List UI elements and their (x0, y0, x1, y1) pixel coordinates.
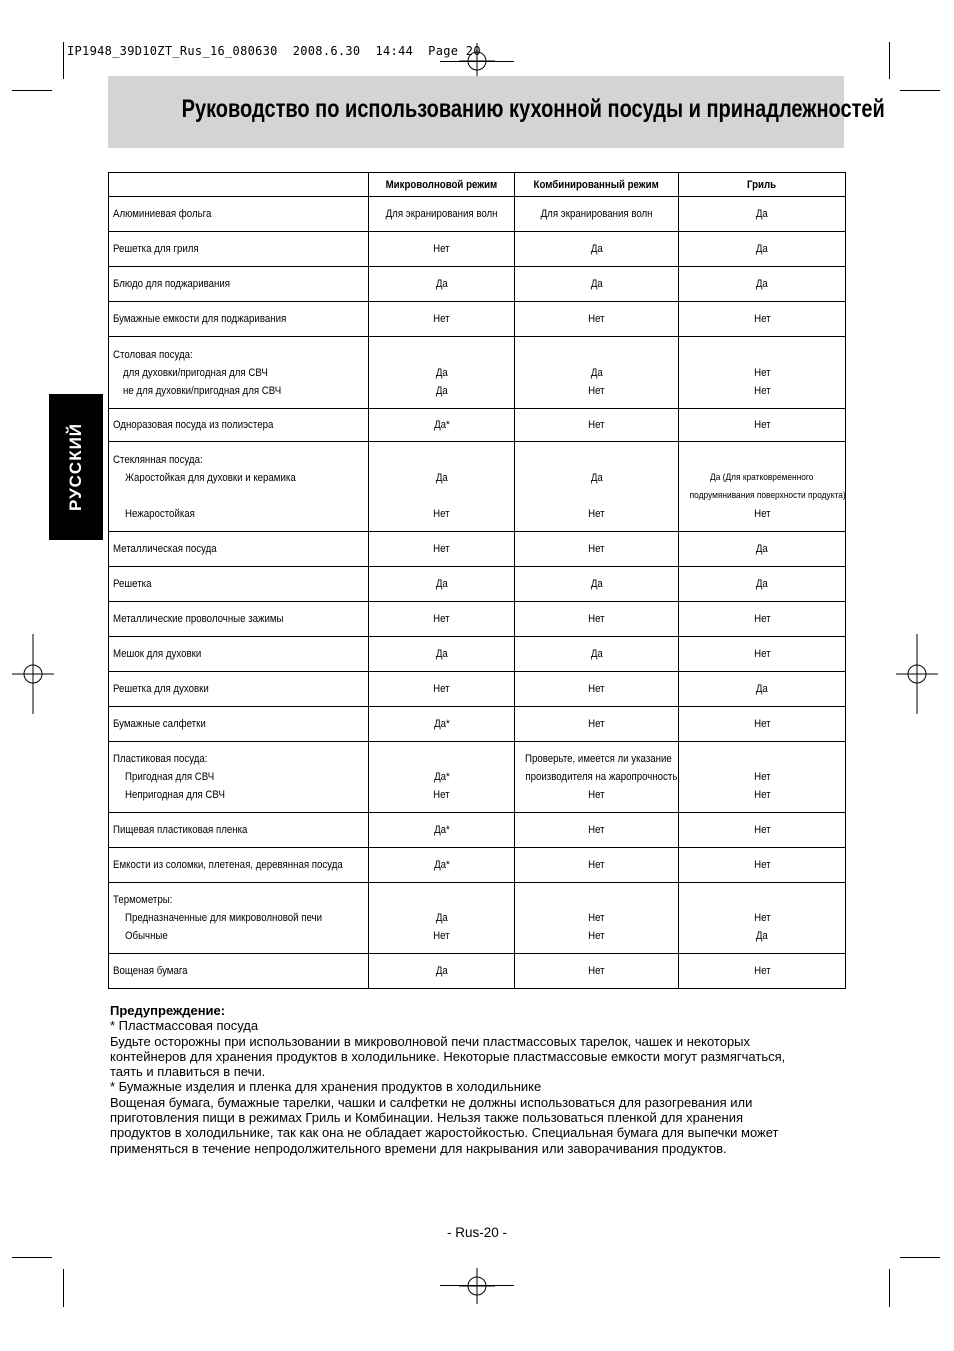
micro-cell (369, 532, 515, 567)
micro-cell (369, 848, 515, 883)
micro-cell (369, 302, 515, 337)
cell-text: Да (435, 384, 448, 397)
table-row (109, 532, 846, 567)
combo-cell (515, 883, 679, 954)
cell-text (369, 346, 514, 364)
cell-text: Нет (588, 824, 605, 836)
item-cell (109, 672, 369, 707)
table-row (109, 197, 846, 232)
cell-text: Нет (588, 507, 605, 520)
registration-mark-icon (896, 634, 938, 714)
grill-cell (679, 409, 846, 442)
item-cell (109, 567, 369, 602)
micro-cell (369, 337, 515, 409)
cell-text (679, 891, 845, 909)
grill-cell (679, 197, 846, 232)
cell-text: Пластиковая посуда: (113, 753, 208, 765)
warning-line: приготовления пищи в режимах Гриль и Комбинации. Нельзя также пользоваться пленкой для хранения (110, 1110, 744, 1126)
grill-cell (679, 672, 846, 707)
combo-cell (515, 637, 679, 672)
cell-text: Нет (588, 965, 605, 977)
combo-cell (515, 602, 679, 637)
cell-text (679, 750, 845, 768)
warning-line: применяться в течение непродолжительного времени для накрывания или заворачивания продуктов. (110, 1140, 727, 1156)
micro-cell (369, 707, 515, 742)
warning-line: Будьте осторожны при использовании в микроволновой печи пластмассовых тарелок, чашек и некоторых (110, 1033, 751, 1049)
micro-cell (369, 672, 515, 707)
cell-text: Да (756, 930, 768, 942)
item-cell (109, 813, 369, 848)
registration-mark-icon (12, 634, 54, 714)
combo-cell (515, 532, 679, 567)
table-row (109, 442, 846, 532)
table-row (109, 409, 846, 442)
table-row (109, 602, 846, 637)
cell-text: Да* (433, 859, 450, 871)
item-cell (109, 442, 369, 532)
cell-text: Нет (588, 930, 605, 942)
cell-text: Нет (588, 912, 605, 924)
cell-text (515, 487, 678, 505)
cell-text: Да (435, 366, 448, 379)
combo-cell (515, 707, 679, 742)
micro-cell (369, 742, 515, 813)
cell-text: Нет (753, 313, 771, 325)
cell-text: Одноразовая посуда из полиэстера (113, 419, 274, 431)
grill-cell (679, 742, 846, 813)
cell-text: Да (590, 278, 603, 290)
cell-text (113, 487, 368, 505)
table-header-cell: Комбинированный режим (515, 173, 679, 197)
cell-text (369, 487, 514, 505)
micro-cell (369, 442, 515, 532)
cell-text (679, 346, 845, 364)
item-cell (109, 267, 369, 302)
cell-text: Да* (433, 771, 450, 783)
combo-cell (515, 742, 679, 813)
cell-text: Нет (753, 419, 771, 431)
item-cell (109, 337, 369, 409)
item-cell (109, 409, 369, 442)
crop-mark (900, 1257, 940, 1258)
cell-text: Нет (753, 648, 771, 660)
cell-text: Да (756, 578, 768, 590)
cell-text: Да (756, 208, 768, 220)
cell-text: Решетка для духовки (113, 683, 209, 695)
registration-mark-icon (459, 43, 495, 79)
cell-text: Нет (433, 313, 450, 325)
grill-cell (679, 532, 846, 567)
cell-text: Да (590, 243, 603, 255)
item-cell (109, 883, 369, 954)
crop-mark (889, 1269, 890, 1307)
cell-text: Да (590, 648, 603, 660)
language-tab (49, 394, 103, 540)
warning-title: Предупреждение: (110, 1003, 226, 1018)
cell-text: Нет (433, 613, 450, 625)
cell-text: Блюдо для поджаривания (113, 278, 231, 290)
table-row (109, 954, 846, 989)
cell-text (515, 451, 678, 469)
cell-text: Непригодная для СВЧ (125, 789, 225, 801)
cell-text: Бумажные емкости для поджаривания (113, 313, 287, 325)
table-row (109, 848, 846, 883)
cell-text: производителя на жаропрочность (525, 771, 678, 783)
micro-cell (369, 602, 515, 637)
cell-text: Предназначенные для микроволновой печи (125, 912, 323, 924)
cell-text: Для экранирования волн (385, 208, 498, 220)
micro-cell (369, 267, 515, 302)
cell-text: Пищевая пластиковая пленка (113, 824, 248, 836)
cell-text: Да (435, 278, 448, 290)
cell-text: Нет (588, 384, 605, 397)
item-cell (109, 197, 369, 232)
cell-text: не для духовки/пригодная для СВЧ (123, 384, 282, 397)
table-row (109, 567, 846, 602)
crop-mark (63, 42, 64, 79)
combo-cell (515, 267, 679, 302)
table-row (109, 707, 846, 742)
micro-cell (369, 232, 515, 267)
cell-text: Нет (588, 313, 605, 325)
cell-text: Нет (433, 507, 450, 520)
micro-cell (369, 197, 515, 232)
cookware-table (108, 172, 846, 989)
cell-text: Да (435, 648, 448, 660)
cell-text: Да* (433, 419, 450, 431)
combo-cell (515, 954, 679, 989)
cell-text (369, 451, 514, 469)
cell-text (515, 891, 678, 909)
cell-text: Решетка (113, 578, 152, 590)
table-row (109, 742, 846, 813)
cell-text: Нет (753, 771, 771, 783)
cell-text: Вощеная бумага (113, 965, 188, 977)
grill-cell (679, 848, 846, 883)
cell-text: Нет (753, 912, 771, 924)
table-body (109, 197, 846, 989)
cell-text: Термометры: (113, 894, 173, 906)
table-row (109, 337, 846, 409)
combo-cell (515, 567, 679, 602)
registration-mark-icon (459, 1268, 495, 1304)
table-row (109, 302, 846, 337)
combo-cell (515, 302, 679, 337)
micro-cell (369, 637, 515, 672)
combo-cell (515, 442, 679, 532)
warning-line: * Бумажные изделия и пленка для хранения продуктов в холодильнике (110, 1079, 542, 1095)
cell-text: Металлические проволочные зажимы (113, 613, 284, 625)
combo-cell (515, 232, 679, 267)
warning-line: таять и плавиться в печи. (110, 1064, 266, 1080)
cell-text: Алюминиевая фольга (113, 208, 212, 220)
cell-text: Для экранирования волн (540, 208, 653, 220)
crop-mark (900, 90, 940, 91)
table-row (109, 813, 846, 848)
cell-text: Проверьте, имеется ли указание (525, 753, 672, 765)
cell-text: Решетка для гриля (113, 243, 199, 255)
cell-text (679, 451, 845, 469)
cell-text: Жаростойкая для духовки и керамика (125, 471, 296, 484)
grill-cell (679, 302, 846, 337)
table-row (109, 637, 846, 672)
grill-cell (679, 567, 846, 602)
warning-block (110, 1003, 850, 1156)
item-cell (109, 532, 369, 567)
cell-text: для духовки/пригодная для СВЧ (123, 366, 268, 379)
grill-cell (679, 813, 846, 848)
cell-text: Столовая посуда: (113, 348, 193, 361)
cell-text: Да* (433, 718, 450, 730)
cell-text: Нет (433, 683, 450, 695)
crop-mark (889, 42, 890, 79)
table-row (109, 232, 846, 267)
cell-text: Нет (588, 613, 605, 625)
item-cell (109, 954, 369, 989)
combo-cell (515, 337, 679, 409)
grill-cell (679, 602, 846, 637)
cell-text: Да (756, 543, 768, 555)
cell-text: Емкости из соломки, плетеная, деревянная посуда (113, 859, 343, 871)
combo-cell (515, 813, 679, 848)
grill-cell (679, 637, 846, 672)
cell-text: Нет (753, 718, 771, 730)
item-cell (109, 707, 369, 742)
cell-text: Нет (588, 859, 605, 871)
cell-text: Да (756, 243, 768, 255)
cell-text: Да (590, 578, 603, 590)
grill-cell (679, 954, 846, 989)
table-header-cell: Микроволновой режим (369, 173, 515, 197)
cell-text: Нет (753, 859, 771, 871)
cell-text: Металлическая посуда (113, 543, 217, 555)
micro-cell (369, 567, 515, 602)
cell-text: Нет (433, 243, 450, 255)
cell-text: Обычные (125, 930, 168, 942)
grill-cell (679, 442, 846, 532)
micro-cell (369, 813, 515, 848)
cell-text: Да (435, 471, 448, 484)
table-header-row (109, 173, 846, 197)
cell-text (369, 750, 514, 768)
cell-text: Нежаростойкая (125, 507, 195, 520)
table-row (109, 672, 846, 707)
cell-text: Нет (753, 507, 771, 520)
cell-text: Да (435, 965, 448, 977)
micro-cell (369, 954, 515, 989)
micro-cell (369, 883, 515, 954)
combo-cell (515, 848, 679, 883)
cell-text: Нет (753, 824, 771, 836)
item-cell (109, 302, 369, 337)
item-cell (109, 602, 369, 637)
cell-text: Нет (588, 419, 605, 431)
cell-text: Мешок для духовки (113, 648, 202, 660)
cell-text: Нет (753, 965, 771, 977)
warning-line: Вощеная бумага, бумажные тарелки, чашки и салфетки не должны использоваться для разогревания или (110, 1094, 753, 1110)
cell-text (515, 346, 678, 364)
table-row (109, 883, 846, 954)
warning-line: продуктов в холодильнике, так как она не обладает жаростойкостью. Специальная бумага для выпечки может (110, 1125, 779, 1141)
cell-text: Нет (433, 543, 450, 555)
grill-cell (679, 232, 846, 267)
cell-text: Нет (588, 718, 605, 730)
table-row (109, 267, 846, 302)
cell-text: Нет (588, 683, 605, 695)
cell-text: Нет (753, 789, 771, 801)
grill-cell (679, 337, 846, 409)
crop-mark (63, 1269, 64, 1307)
cell-text: Пригодная для СВЧ (125, 771, 215, 783)
table-header-cell: Гриль (679, 173, 846, 197)
cell-text: Да (590, 366, 603, 379)
cell-text: Нет (753, 366, 771, 379)
language-tab-label: РУССКИЙ (66, 422, 85, 512)
title-band (108, 76, 885, 148)
page-title: Руководство по использованию кухонной посуды и принадлежностей (181, 95, 885, 123)
warning-line: контейнеров для хранения продуктов в холодильнике. Некоторые пластмассовые емкости могут размягчаться, (110, 1048, 786, 1064)
cell-text: подрумянивания поверхности продукта) (689, 489, 846, 501)
print-header: IP1948_39D10ZT_Rus_16_080630 2008.6.30 14:44 Page 20 (67, 44, 481, 58)
item-cell (109, 232, 369, 267)
cell-text: Да (590, 471, 603, 484)
cell-text: Нет (753, 384, 771, 397)
item-cell (109, 637, 369, 672)
cell-text: Да* (433, 824, 450, 836)
cell-text: Да (756, 278, 768, 290)
grill-cell (679, 267, 846, 302)
cell-text: Да (756, 683, 768, 695)
cell-text: Нет (433, 789, 450, 801)
combo-cell (515, 672, 679, 707)
page-number: - Rus-20 - (446, 1225, 507, 1240)
item-cell (109, 742, 369, 813)
grill-cell (679, 707, 846, 742)
crop-mark (12, 1257, 52, 1258)
combo-cell (515, 197, 679, 232)
combo-cell (515, 409, 679, 442)
cell-text (369, 891, 514, 909)
cell-text: Нет (433, 930, 450, 942)
cell-text: Нет (588, 543, 605, 555)
cell-text: Бумажные салфетки (113, 718, 206, 730)
cell-text: Нет (588, 789, 605, 801)
table-header-cell (109, 173, 369, 197)
micro-cell (369, 409, 515, 442)
cell-text: Да (435, 912, 448, 924)
cell-text: Да (Для кратковременного (710, 471, 814, 483)
cell-text: Да (435, 578, 448, 590)
warning-line: * Пластмассовая посуда (110, 1018, 259, 1034)
cell-text: Нет (753, 613, 771, 625)
crop-mark (12, 90, 52, 91)
item-cell (109, 848, 369, 883)
grill-cell (679, 883, 846, 954)
cell-text: Стеклянная посуда: (113, 453, 203, 466)
